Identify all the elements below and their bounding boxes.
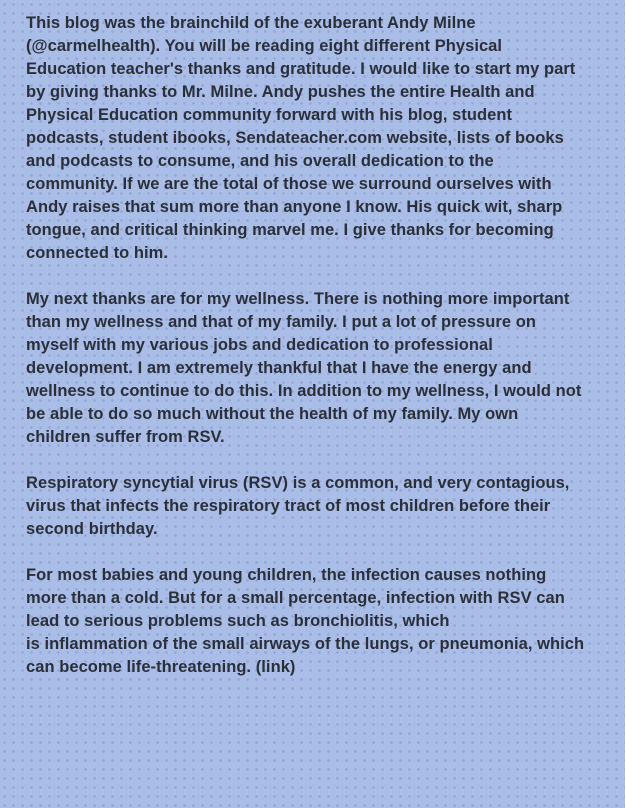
- text-line: Respiratory syncytial virus (RSV) is a common, and very contagious,: [26, 474, 570, 492]
- text-line: development. I am extremely thankful that I have the energy and: [26, 359, 532, 377]
- text-line: podcasts, student ibooks, Sendateacher.com website, lists of books: [26, 129, 564, 147]
- text-line: Education teacher's thanks and gratitude. I would like to start my part: [26, 60, 576, 78]
- text-line: than my wellness and that of my family. I put a lot of pressure on: [26, 313, 536, 331]
- text-line: and podcasts to consume, and his overall dedication to the: [26, 152, 494, 170]
- text-line: be able to do so much without the health of my family. My own: [26, 405, 519, 423]
- text-line: This blog was the brainchild of the exuberant Andy Milne: [26, 14, 476, 32]
- text-line: myself with my various jobs and dedication to professional: [26, 336, 493, 354]
- text-line: children suffer from RSV.: [26, 428, 225, 446]
- text-line: For most babies and young children, the infection causes nothing: [26, 566, 547, 584]
- paragraph-andy-milne: [26, 12, 601, 265]
- text-line: is inflammation of the small airways of the lungs, or pneumonia, which: [26, 635, 585, 653]
- text-line: (@carmelhealth). You will be reading eight different Physical: [26, 37, 503, 55]
- paragraph-rsv-definition: [26, 472, 601, 541]
- paragraph-wellness: [26, 288, 601, 449]
- text-line: My next thanks are for my wellness. There is nothing more important: [26, 290, 570, 308]
- text-line: Andy raises that sum more than anyone I know. His quick wit, sharp: [26, 198, 563, 216]
- text-line: virus that infects the respiratory tract of most children before their: [26, 497, 551, 515]
- text-line: can become life-threatening. (link): [26, 658, 296, 676]
- text-line: more than a cold. But for a small percentage, infection with RSV can: [26, 589, 565, 607]
- text-line: connected to him.: [26, 244, 169, 262]
- text-line: by giving thanks to Mr. Milne. Andy pushes the entire Health and: [26, 83, 535, 101]
- text-line: wellness to continue to do this. In addition to my wellness, I would not: [26, 382, 582, 400]
- text-line: second birthday.: [26, 520, 158, 538]
- text-line: tongue, and critical thinking marvel me. I give thanks for becoming: [26, 221, 554, 239]
- text-line: lead to serious problems such as bronchiolitis, which: [26, 612, 450, 630]
- paragraph-rsv-risks: [26, 564, 601, 679]
- blog-text: [26, 12, 601, 702]
- text-line: Physical Education community forward with his blog, student: [26, 106, 513, 124]
- text-line: community. If we are the total of those we surround ourselves with: [26, 175, 552, 193]
